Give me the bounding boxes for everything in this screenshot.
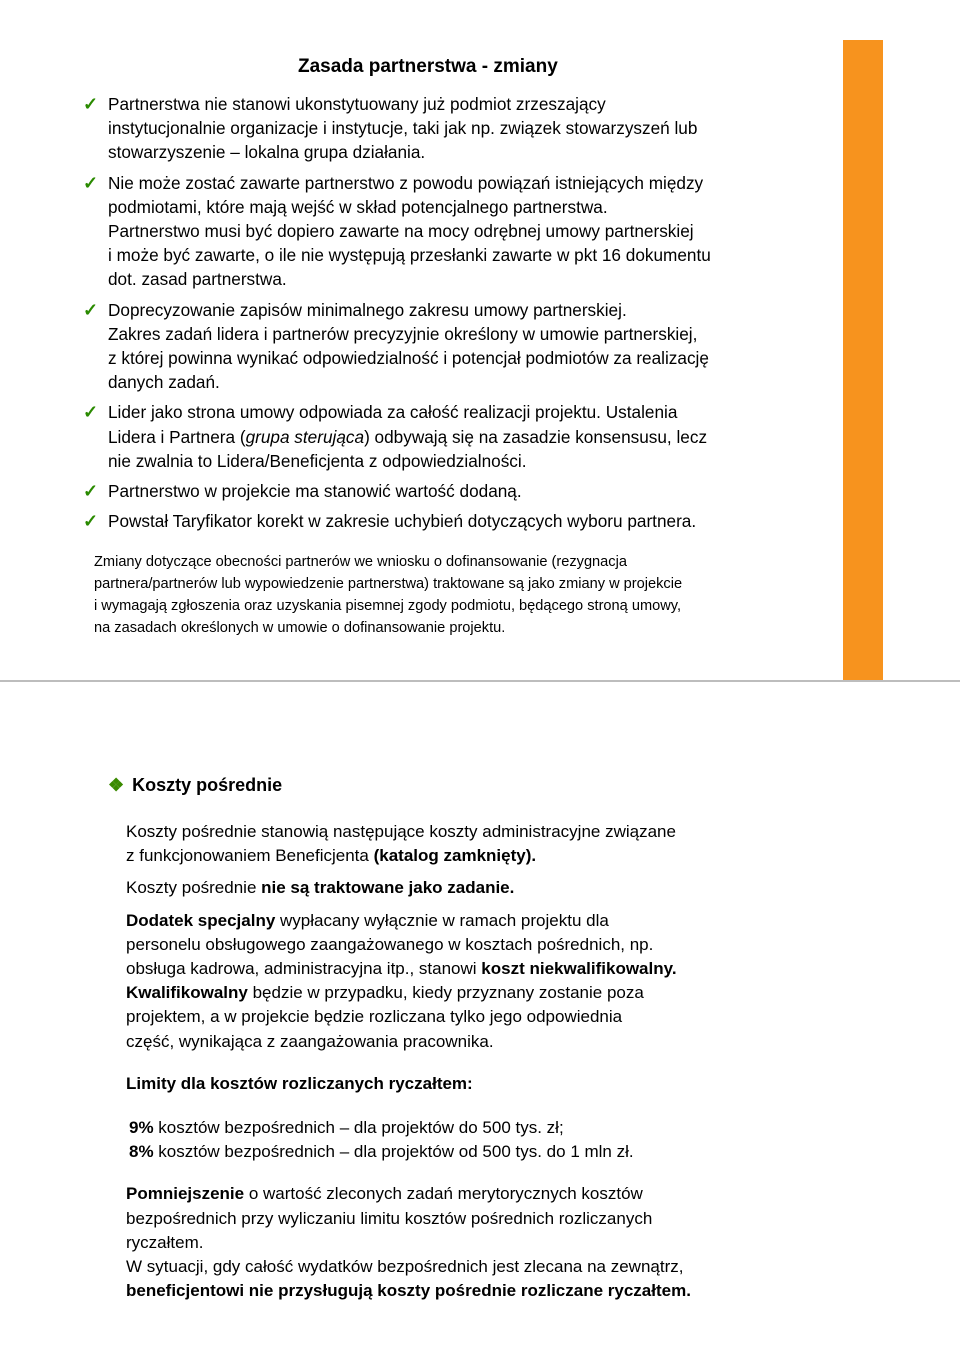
checkmark-icon: ✓ — [83, 299, 99, 320]
text-line: Doprecyzowanie zapisów minimalnego zakresu umowy partnerskiej. — [108, 299, 627, 320]
bold-text: Kwalifikowalny — [126, 983, 248, 1003]
text-segment: z funkcjonowaniem Beneficjenta — [126, 846, 374, 866]
bold-text: Pomniejszenie — [126, 1184, 245, 1204]
slide-title — [108, 775, 282, 796]
paragraph — [126, 1072, 826, 1096]
list-item — [83, 479, 823, 503]
title-text: Koszty pośrednie — [132, 775, 283, 795]
checklist — [83, 92, 823, 539]
text-line: Zmiany dotyczące obecności partnerów we wniosku o dofinansowanie (rezygnacja — [94, 554, 627, 570]
footnote-paragraph — [94, 551, 834, 639]
text-line: nie zwalnia to Lidera/Beneficjenta z odpowiedzialności. — [108, 450, 527, 471]
text-line: danych zadań. — [108, 372, 220, 393]
checkmark-icon: ✓ — [83, 511, 99, 532]
text-line: projektem, a w projekcie będzie rozliczana tylko jego odpowiednia — [126, 1007, 623, 1027]
diamond-bullet-icon: ❖ — [108, 775, 125, 795]
text-line: stowarzyszenie – lokalna grupa działania. — [108, 142, 426, 163]
bold-text: nie są traktowane jako zadanie. — [261, 878, 515, 898]
text-line: na zasadach określonych w umowie o dofinansowanie projektu. — [94, 620, 506, 636]
rate-text: kosztów bezpośrednich – dla projektów od 500 tys. do 1 mln zł. — [153, 1142, 634, 1162]
text-line: dot. zasad partnerstwa. — [108, 269, 287, 290]
checkmark-icon: ✓ — [83, 172, 99, 193]
text-line: podmiotami, które mają wejść w skład potencjalnego partnerstwa. — [108, 196, 608, 217]
text-line: personelu obsługowego zaangażowanego w kosztach pośrednich, np. — [126, 934, 654, 954]
rate-line — [126, 1140, 826, 1164]
text-line: Koszty pośrednie stanowią następujące koszty administracyjne związane — [126, 822, 676, 841]
paragraph — [126, 820, 826, 868]
content-body — [126, 820, 826, 1311]
rate-line — [126, 1116, 826, 1140]
text-line: ryczałtem. — [126, 1232, 204, 1252]
list-item — [83, 509, 823, 533]
text-line: Partnerstwa nie stanowi ukonstytuowany już podmiot zrzeszający — [108, 94, 606, 114]
text-line: bezpośrednich przy wyliczaniu limitu kosztów pośrednich rozliczanych — [126, 1208, 653, 1228]
orange-accent-bar — [843, 40, 883, 680]
bold-text: koszt niekwalifikowalny. — [481, 959, 677, 979]
text-segment: obsługa kadrowa, administracyjna itp., stanowi — [126, 959, 482, 979]
text-segment: Lidera i Partnera ( — [108, 426, 246, 447]
limits-heading: Limity dla kosztów rozliczanych ryczałtem: — [126, 1073, 473, 1093]
list-item — [83, 171, 823, 292]
text-line: i może być zawarte, o ile nie występują przesłanki zawarte w pkt 16 dokumentu — [108, 245, 711, 266]
text-line: instytucjonalnie organizacje i instytucje, taki jak np. związek stowarzyszeń lub — [108, 118, 698, 139]
text-segment: będzie w przypadku, kiedy przyznany zostanie poza — [247, 983, 644, 1003]
text-segment: o wartość zleconych zadań merytorycznych kosztów — [244, 1184, 643, 1204]
text-line: Zakres zadań lidera i partnerów precyzyjnie określony w umowie partnerskiej, — [108, 323, 698, 344]
text-line: Lider jako strona umowy odpowiada za całość realizacji projektu. Ustalenia — [108, 402, 678, 423]
paragraph — [126, 1182, 826, 1303]
text-segment: Koszty pośrednie — [126, 878, 262, 898]
text-segment: ) odbywają się na zasadzie konsensusu, lecz — [364, 426, 708, 447]
slide-divider — [0, 680, 960, 682]
text-line: i wymagają zgłoszenia oraz uzyskania pisemnej zgody podmiotu, będącego stroną umowy, — [94, 598, 682, 614]
paragraph — [126, 909, 826, 1054]
text-line: Powstał Taryfikator korekt w zakresie uchybień dotyczących wyboru partnera. — [108, 511, 697, 532]
slide-indirect-costs — [0, 683, 960, 1367]
bold-text: Dodatek specjalny — [126, 910, 276, 930]
bold-text: beneficjentowi nie przysługują koszty pośrednie rozliczane ryczałtem. — [126, 1281, 691, 1301]
paragraph — [126, 876, 826, 900]
text-line: Partnerstwo musi być dopiero zawarte na mocy odrębnej umowy partnerskiej — [108, 221, 694, 242]
checkmark-icon: ✓ — [83, 94, 99, 114]
text-line: część, wynikająca z zaangażowania pracownika. — [126, 1031, 494, 1051]
list-item — [83, 298, 823, 395]
text-line: W sytuacji, gdy całość wydatków bezpośrednich jest zlecana na zewnątrz, — [126, 1257, 684, 1277]
slide-title: Zasada partnerstwa - zmiany — [298, 56, 558, 77]
rate-text: kosztów bezpośrednich – dla projektów do 500 tys. zł; — [153, 1118, 564, 1138]
slide-partnership — [0, 0, 960, 680]
text-segment: wypłacany wyłącznie w ramach projektu dla — [275, 910, 609, 930]
text-line: Partnerstwo w projekcie ma stanowić wartość dodaną. — [108, 481, 522, 502]
checkmark-icon: ✓ — [83, 481, 99, 502]
bold-text: (katalog zamknięty). — [373, 846, 537, 866]
italic-term: grupa sterująca — [245, 426, 365, 447]
checkmark-icon: ✓ — [83, 402, 99, 423]
list-item — [83, 400, 823, 473]
rate-percent: 9% — [129, 1118, 154, 1138]
text-line: partnera/partnerów lub wypowiedzenie partnerstwa) traktowane są jako zmiany w projekcie — [94, 576, 683, 592]
list-item — [83, 92, 823, 165]
text-line: Nie może zostać zawarte partnerstwo z powodu powiązań istniejących między — [108, 172, 704, 193]
rate-percent: 8% — [129, 1142, 154, 1162]
text-line: z której powinna wynikać odpowiedzialność i potencjał podmiotów za realizację — [108, 348, 709, 369]
